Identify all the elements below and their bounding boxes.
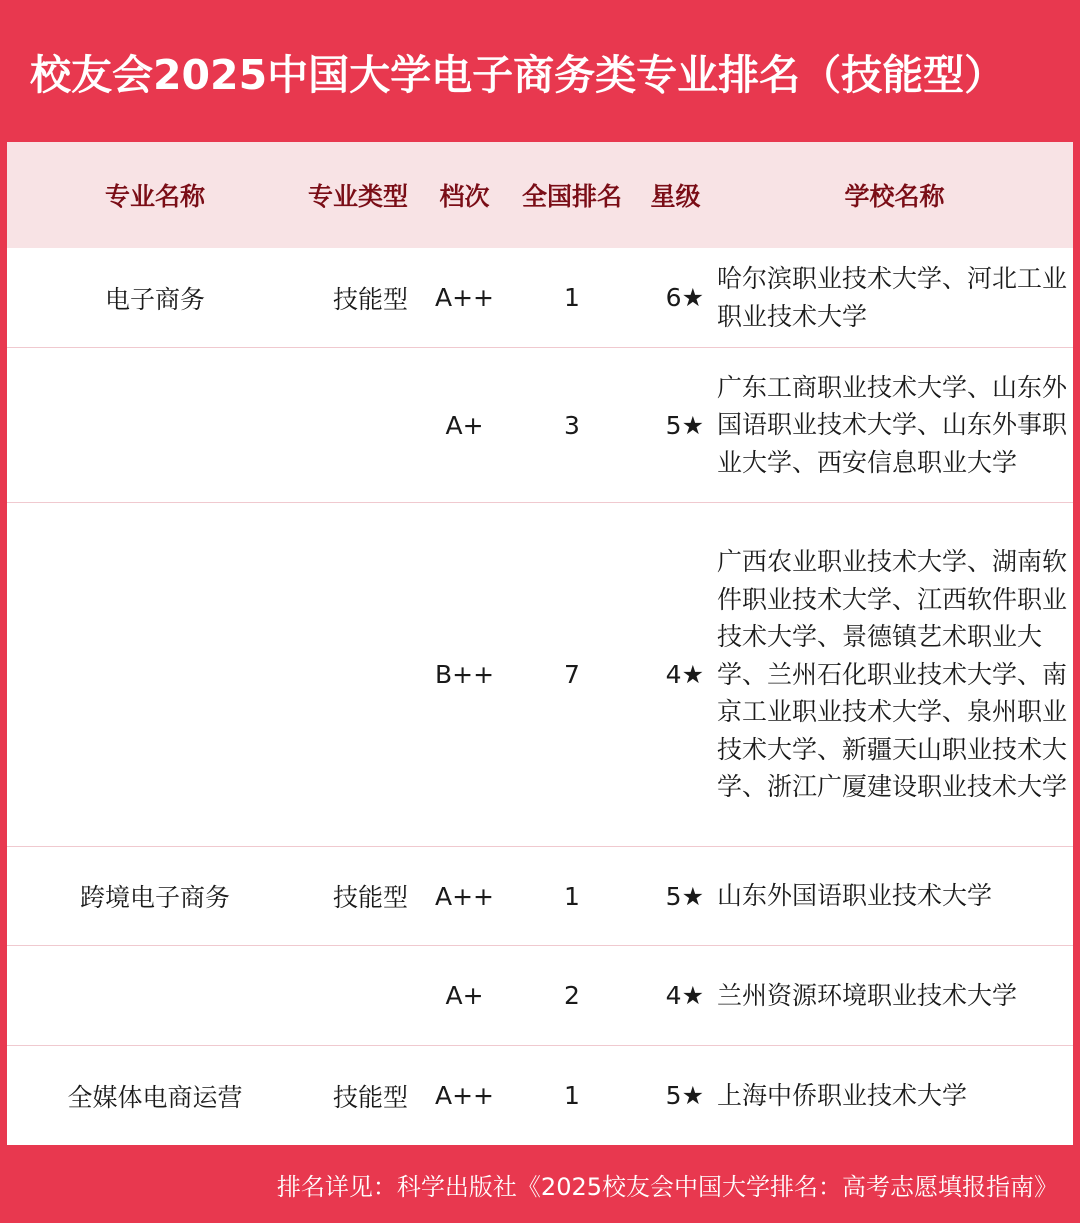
tier: A+: [445, 981, 484, 1010]
major-type: 技能型: [332, 1082, 408, 1112]
national-rank: 3: [564, 410, 580, 440]
major-name: 跨境电子商务: [79, 883, 230, 912]
major-type: [303, 503, 408, 846]
source-note: 排名详见：科学出版社《2025校友会中国大学排名：高考志愿填报指南》: [276, 1172, 1058, 1201]
national-rank: 2: [564, 981, 580, 1010]
national-rank: 7: [564, 660, 580, 689]
school-names: [717, 503, 1072, 846]
major-name: [7, 503, 303, 846]
tier: A+: [445, 410, 484, 440]
star-level: 4★: [665, 981, 704, 1010]
school-names-text: 广西农业职业技术大学、湖南软件职业技术大学、江西软件职业技术大学、景德镇艺术职业大学、兰州石化职业技术大学、南京工业职业技术大学、泉州职业技术大学、新疆天山职业技术大学、浙江广厦建设职业技术大学: [717, 547, 1068, 802]
school-names-text: 兰州资源环境职业技术大学: [717, 980, 1018, 1010]
major-name: [7, 348, 303, 502]
tier: B++: [434, 660, 495, 689]
school-names: [717, 847, 1072, 945]
star-level: 5★: [665, 410, 704, 440]
table-row: [7, 348, 1073, 503]
tier: A++: [435, 881, 494, 911]
school-names-text: 山东外国语职业技术大学: [717, 881, 993, 911]
ranking-table: [7, 142, 1073, 1145]
header-school-name: 学校名称: [844, 182, 945, 211]
major-name: 电子商务: [104, 284, 205, 314]
title-bar: [0, 0, 1080, 142]
school-names: [717, 946, 1072, 1045]
major-name: [7, 946, 303, 1045]
major-type: 技能型: [332, 883, 408, 912]
table-row: [7, 503, 1073, 847]
school-names-text: 上海中侨职业技术大学: [717, 1080, 968, 1110]
page-title: 校友会2025中国大学电子商务类专业排名（技能型）: [30, 50, 1006, 99]
school-names: [717, 348, 1072, 502]
table-row: [7, 946, 1073, 1046]
tier: A++: [435, 283, 494, 312]
national-rank: 1: [564, 283, 580, 312]
star-level: 6★: [665, 283, 704, 312]
school-names-text: 哈尔滨职业技术大学、河北工业职业技术大学: [717, 264, 1068, 331]
school-names: [717, 248, 1072, 347]
table-row: [7, 1046, 1073, 1145]
header-star-level: 星级: [650, 182, 701, 211]
national-rank: 1: [564, 1081, 580, 1110]
school-names-text: 广东工商职业技术大学、山东外国语职业技术大学、山东外事职业大学、西安信息职业大学: [717, 372, 1068, 477]
major-type: [303, 348, 408, 502]
star-level: 5★: [665, 881, 704, 911]
school-names: [717, 1046, 1072, 1145]
header-tier: 档次: [439, 182, 490, 211]
tier: A++: [435, 1081, 494, 1110]
national-rank: 1: [564, 881, 580, 911]
table-header-row: [7, 142, 1073, 248]
header-major-type: 专业类型: [307, 182, 408, 211]
major-type: 技能型: [332, 284, 408, 314]
header-national-rank: 全国排名: [521, 182, 622, 211]
table-row: [7, 847, 1073, 946]
star-level: 4★: [665, 660, 704, 689]
major-type: [303, 946, 408, 1045]
header-major-name: 专业名称: [104, 182, 205, 211]
major-name: 全媒体电商运营: [67, 1082, 243, 1112]
star-level: 5★: [665, 1081, 704, 1110]
table-row: [7, 248, 1073, 348]
